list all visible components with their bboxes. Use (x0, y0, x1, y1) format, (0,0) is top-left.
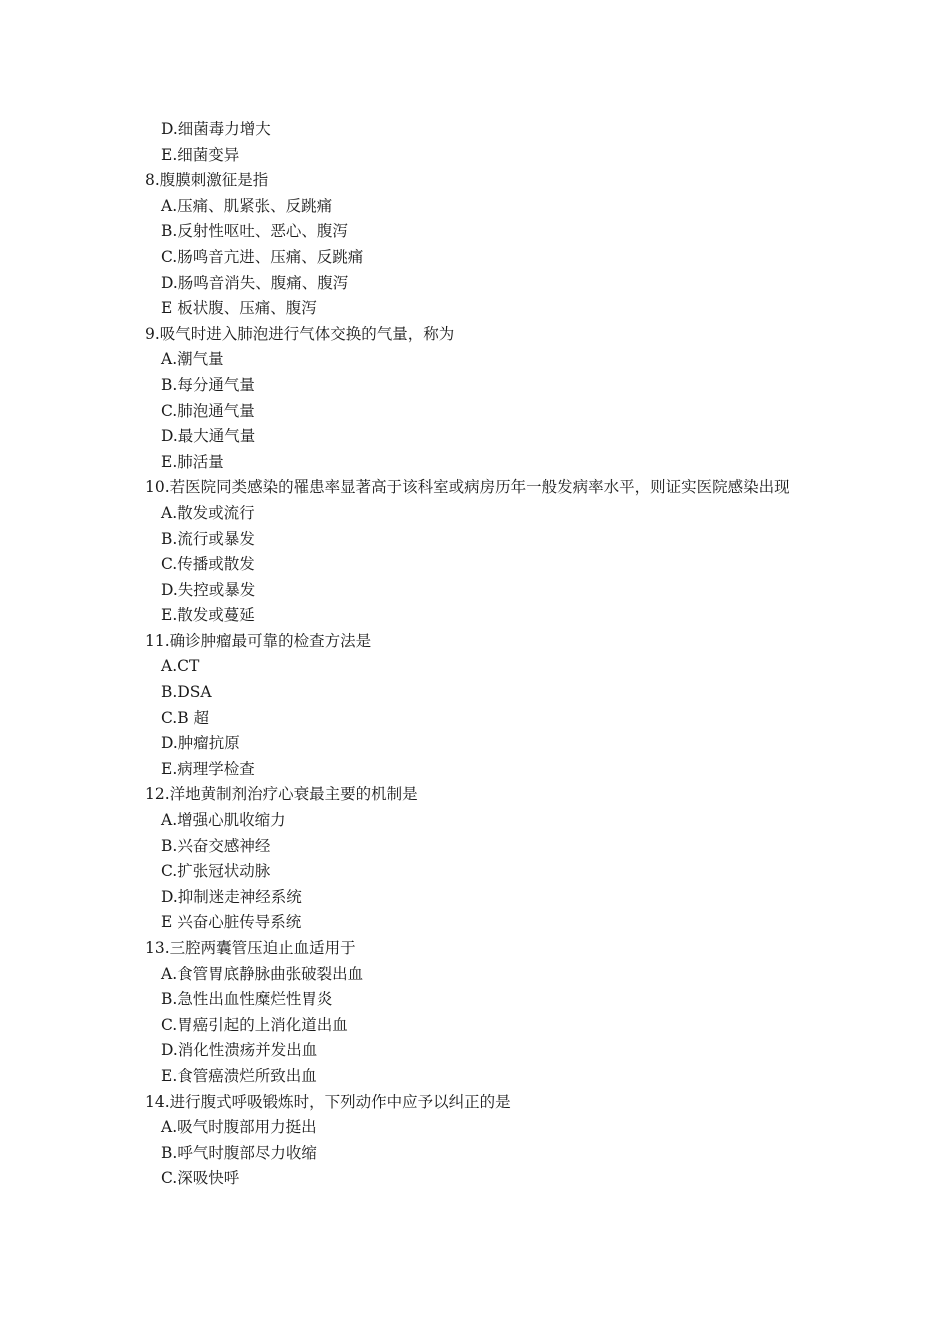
option-11-d: D.肿瘤抗原 (161, 734, 240, 753)
option-14-a: A.吸气时腹部用力挺出 (161, 1118, 317, 1137)
option-9-c: C.肺泡通气量 (161, 401, 255, 420)
option-14-b: B.呼气时腹部尽力收缩 (161, 1143, 317, 1162)
option-14-c: C.深吸快呼 (161, 1169, 240, 1188)
option-10-c: C.传播或散发 (161, 555, 255, 574)
option-11-e: E.病理学检查 (161, 759, 255, 778)
option-12-c: C.扩张冠状动脉 (161, 862, 271, 881)
question-10-stem: 10.若医院同类感染的罹患率显著高于该科室或病房历年一般发病率水平，则证实医院感染出现 (145, 478, 790, 497)
option-13-a: A.食管胃底静脉曲张破裂出血 (161, 964, 364, 983)
question-12-stem: 12.洋地黄制剂治疗心衰最主要的机制是 (145, 785, 418, 804)
option-10-e: E.散发或蔓延 (161, 606, 255, 625)
option-10-a: A.散发或流行 (161, 503, 255, 522)
question-9-stem: 9.吸气时进入肺泡进行气体交换的气量，称为 (145, 324, 455, 343)
question-14-stem: 14.进行腹式呼吸锻炼时，下列动作中应予以纠正的是 (145, 1092, 511, 1111)
option-8-c: C.肠鸣音亢进、压痛、反跳痛 (161, 247, 364, 266)
option-9-e: E.肺活量 (161, 452, 224, 471)
question-11-stem: 11.确诊肿瘤最可靠的检查方法是 (145, 631, 372, 650)
option-10-d: D.失控或暴发 (161, 580, 256, 599)
option-11-b: B.DSA (161, 683, 212, 702)
option-12-a: A.增强心肌收缩力 (161, 811, 286, 830)
option-8-a: A.压痛、肌紧张、反跳痛 (161, 196, 333, 215)
question-13-stem: 13.三腔两囊管压迫止血适用于 (145, 939, 356, 957)
option-7-d: D.细菌毒力增大 (161, 120, 271, 138)
question-8-stem: 8.腹膜刺激征是指 (145, 171, 269, 190)
option-12-b: B.兴奋交感神经 (161, 836, 271, 855)
exam-content (145, 117, 825, 1192)
option-12-d: D.抑制迷走神经系统 (161, 887, 302, 906)
option-9-d: D.最大通气量 (161, 427, 256, 446)
option-7-e: E.细菌变异 (161, 145, 240, 164)
option-12-e: E 兴奋心脏传导系统 (161, 913, 302, 932)
option-10-b: B.流行或暴发 (161, 529, 255, 548)
option-11-a: A.CT (161, 657, 200, 676)
option-13-d: D.消化性溃疡并发出血 (161, 1041, 318, 1060)
option-8-b: B.反射性呕吐、恶心、腹泻 (161, 222, 348, 241)
option-13-e: E.食管癌溃烂所致出血 (161, 1066, 317, 1085)
option-13-c: C.胃癌引起的上消化道出血 (161, 1015, 348, 1034)
option-9-a: A.潮气量 (161, 350, 224, 369)
option-11-c: C.B 超 (161, 708, 210, 727)
option-9-b: B.每分通气量 (161, 375, 255, 394)
option-8-e: E 板状腹、压痛、腹泻 (161, 299, 317, 318)
option-8-d: D.肠鸣音消失、腹痛、腹泻 (161, 273, 349, 292)
option-13-b: B.急性出血性糜烂性胃炎 (161, 990, 333, 1009)
